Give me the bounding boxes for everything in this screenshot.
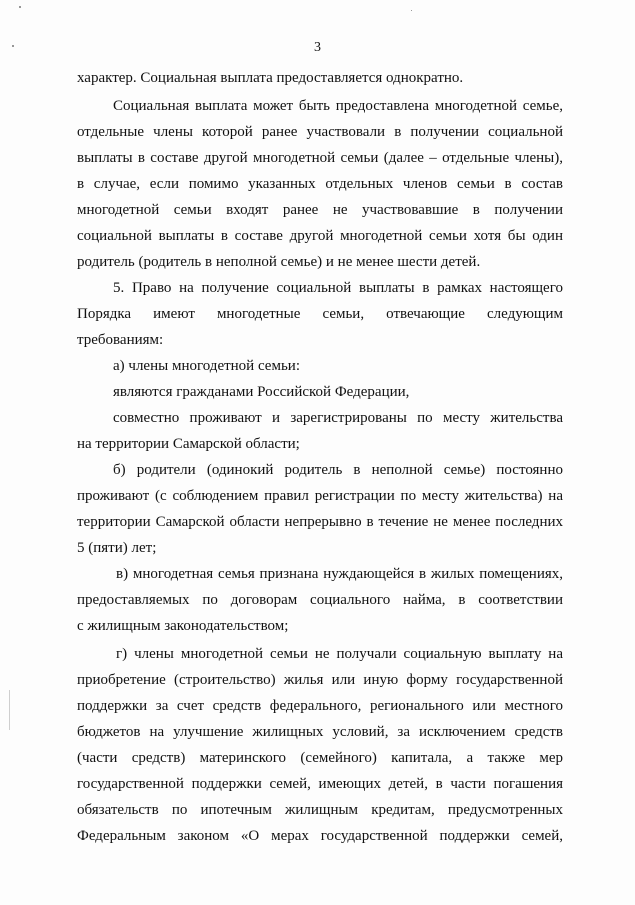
- paragraph-line: являются гражданами Российской Федерации,: [113, 384, 410, 400]
- paragraph-line: совместно проживают и зарегистрированы по месту жительства: [113, 410, 563, 426]
- paragraph-line: отдельные члены которой ранее участвовали в получении социальной: [77, 124, 563, 140]
- paragraph-line: на территории Самарской области;: [77, 436, 300, 452]
- paragraph-line: проживают (с соблюдением правил регистрации по месту жительства) на: [77, 488, 563, 504]
- paragraph-line: обязательств по ипотечным жилищным кредитам, предусмотренных: [77, 802, 563, 818]
- paragraph-line: Социальная выплата может быть предоставлена многодетной семье,: [113, 98, 563, 114]
- paragraph-line: многодетной семьи входят ранее не участвовавшие в получении: [77, 202, 563, 218]
- paragraph-line: территории Самарской области непрерывно в течение не менее последних: [77, 514, 563, 530]
- page-number: 3: [314, 40, 321, 55]
- scan-speck: [411, 10, 412, 11]
- paragraph-line: а) члены многодетной семьи:: [113, 358, 300, 374]
- paragraph-line: выплаты в составе другой многодетной семьи (далее – отдельные члены),: [77, 150, 563, 166]
- paragraph-line: характер. Социальная выплата предоставляется однократно.: [77, 70, 464, 86]
- paragraph-line: 5 (пяти) лет;: [77, 540, 157, 556]
- paragraph-line: требованиям:: [77, 332, 164, 348]
- paragraph-line: г) члены многодетной семьи не получали социальную выплату на: [116, 646, 563, 662]
- paragraph-line: предоставляемых по договорам социального найма, в соответствии: [77, 592, 563, 608]
- paragraph-line: бюджетов на улучшение жилищных условий, за исключением средств: [77, 724, 563, 740]
- binding-mark: [9, 690, 10, 730]
- paragraph-line: Порядка имеют многодетные семьи, отвечающие следующим: [77, 306, 563, 322]
- paragraph-line: 5. Право на получение социальной выплаты в рамках настоящего: [113, 280, 563, 296]
- paragraph-line: в) многодетная семья признана нуждающейся в жилых помещениях,: [116, 566, 563, 582]
- paragraph-line: б) родители (одинокий родитель в неполной семье) постоянно: [113, 462, 563, 478]
- paragraph-line: в случае, если помимо указанных отдельных членов семьи в состав: [77, 176, 563, 192]
- paragraph-line: социальной выплаты в составе другой многодетной семьи хотя бы один: [77, 228, 563, 244]
- paragraph-line: приобретение (строительство) жилья или иную форму государственной: [77, 672, 563, 688]
- paragraph-line: (части средств) материнского (семейного) капитала, а также мер: [77, 750, 563, 766]
- paragraph-line: государственной поддержки семей, имеющих детей, в части погашения: [77, 776, 563, 792]
- paragraph-line: Федеральным законом «О мерах государственной поддержки семей,: [77, 828, 563, 844]
- paragraph-line: с жилищным законодательством;: [77, 618, 289, 634]
- paragraph-line: поддержки за счет средств федерального, регионального или местного: [77, 698, 563, 714]
- paragraph-line: родитель (родитель в неполной семье) и не менее шести детей.: [77, 254, 481, 270]
- scan-speck: [19, 6, 21, 8]
